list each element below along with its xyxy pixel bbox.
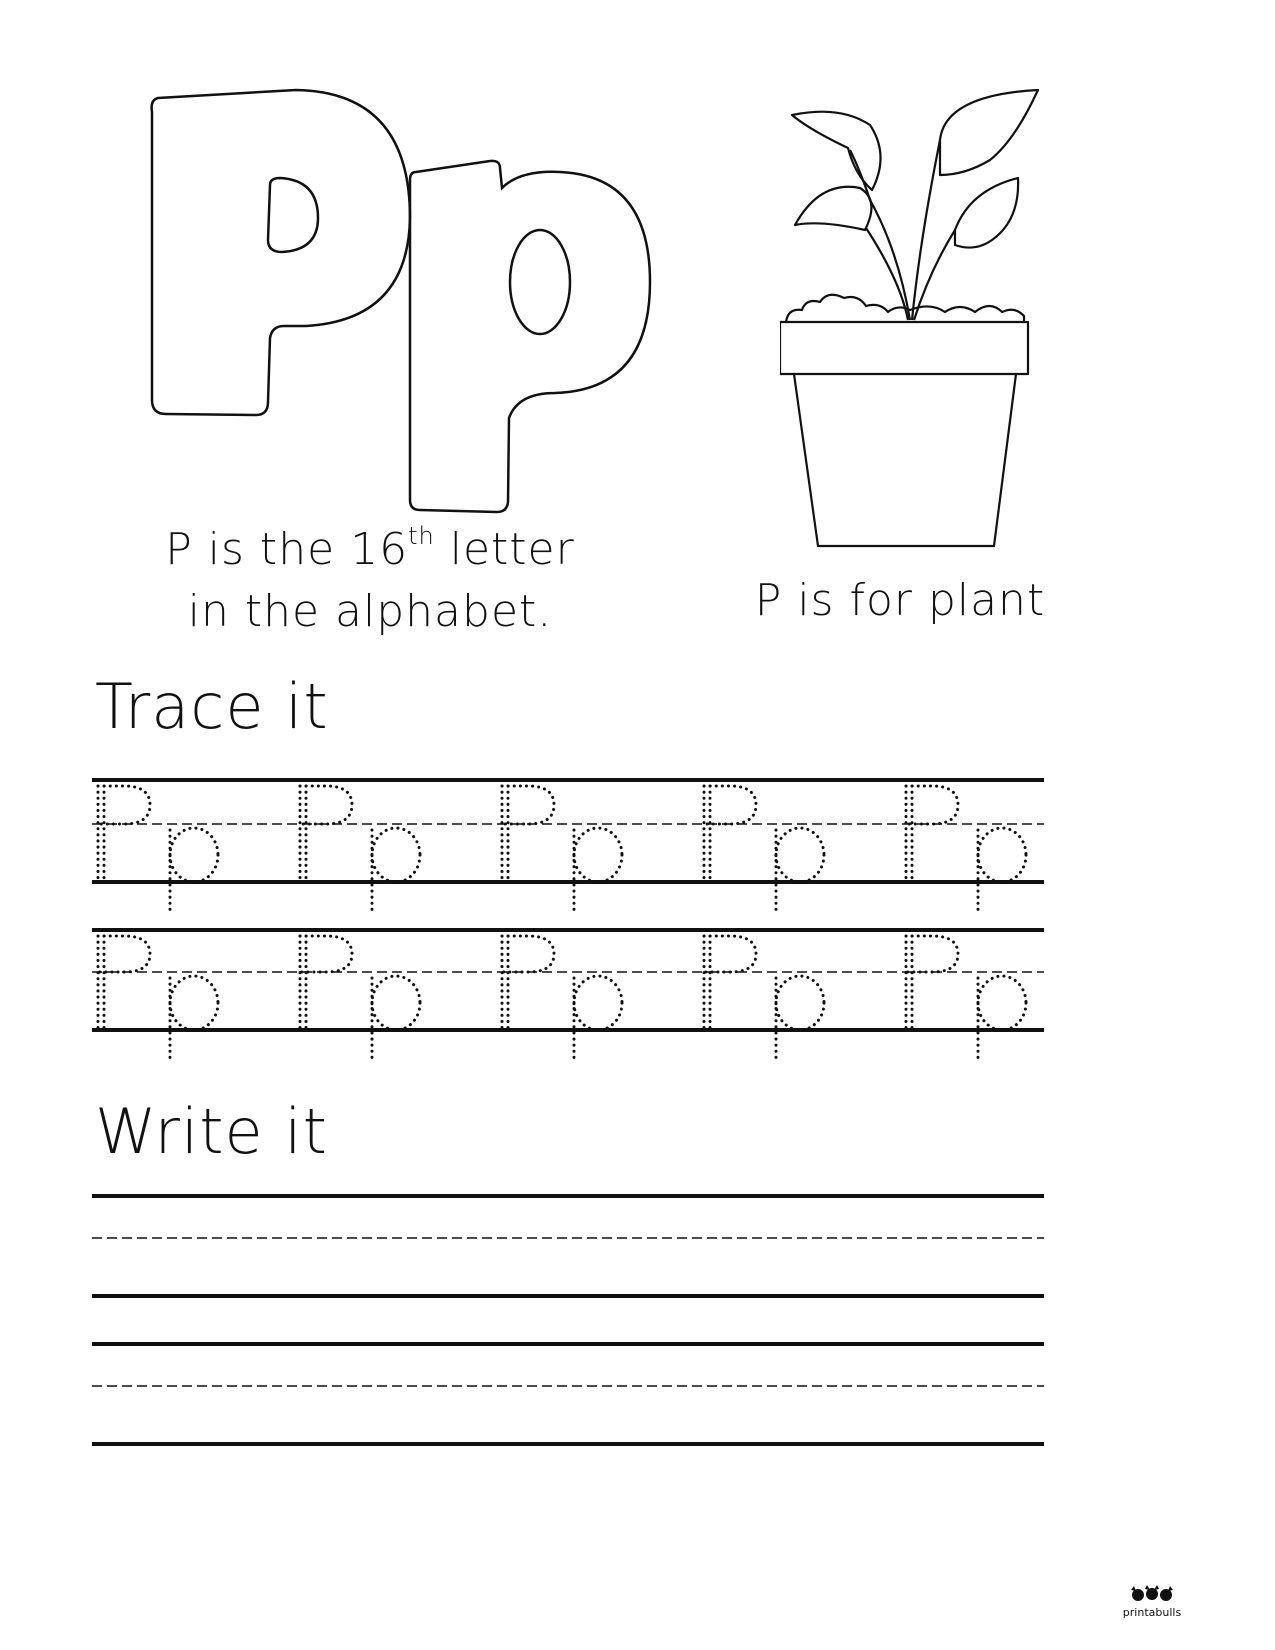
description-line-1: P is the 16th letter [165,522,575,575]
description-line-2: in the alphabet. [187,586,553,637]
write-heading: Write it [95,1095,328,1168]
printabulls-logo-icon [1128,1584,1176,1606]
trace-heading: Trace it [95,670,329,743]
picture-caption: P is for plant [754,575,1046,626]
brand-name: printabulls [1122,1606,1182,1619]
